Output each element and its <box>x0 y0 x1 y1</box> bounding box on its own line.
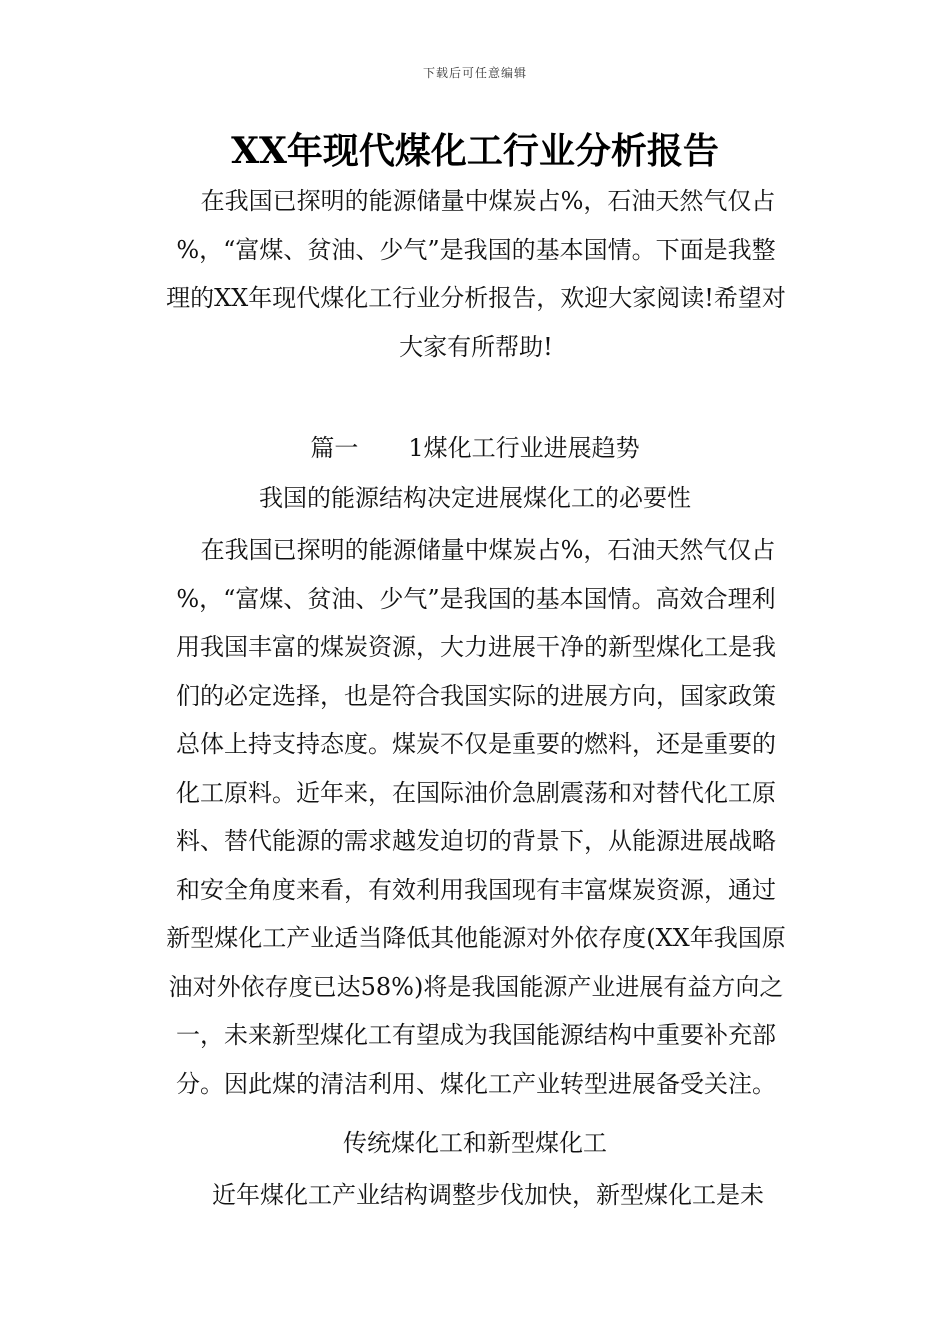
intro-paragraph <box>148 177 804 371</box>
chapter-heading <box>0 428 950 468</box>
chapter-label: 篇一 <box>310 434 359 462</box>
paragraph-line: 在我国已探明的能源储量中煤炭占%，石油天然气仅占 <box>176 536 776 564</box>
paragraph-line: 新型煤化工产业适当降低其他能源对外依存度(XX年我国原 <box>166 924 786 952</box>
paragraph-line: %，“富煤、贫油、少气”是我国的基本国情。高效合理利 <box>176 584 776 613</box>
section2-paragraph <box>148 1171 804 1220</box>
section-heading: 传统煤化工和新型煤化工 <box>343 1129 607 1157</box>
header-note: 下载后可任意编辑 <box>422 66 527 80</box>
paragraph-line: 理的XX年现代煤化工行业分析报告，欢迎大家阅读!希望对 <box>166 284 786 312</box>
section-heading: 我国的能源结构决定进展煤化工的必要性 <box>259 484 691 512</box>
document-title: XX年现代煤化工行业分析报告 <box>231 130 719 172</box>
paragraph-line: 料、替代能源的需求越发迫切的背景下，从能源进展战略 <box>176 827 776 855</box>
paragraph-line: 化工原料。近年来，在国际油价急剧震荡和对替代化工原 <box>176 778 776 807</box>
paragraph-line: 一，未来新型煤化工有望成为我国能源结构中重要补充部 <box>176 1021 776 1049</box>
paragraph-line: 分。因此煤的清洁利用、煤化工产业转型进展备受关注。 <box>176 1069 776 1098</box>
paragraph-line: 大家有所帮助! <box>399 332 553 361</box>
paragraph-line: %，“富煤、贫油、少气”是我国的基本国情。下面是我整 <box>176 235 776 264</box>
paragraph-line: 在我国已探明的能源储量中煤炭占%，石油天然气仅占 <box>176 187 776 215</box>
chapter-title: 1煤化工行业进展趋势 <box>408 434 640 462</box>
paragraph-line: 和安全角度来看，有效利用我国现有丰富煤炭资源，通过 <box>176 875 776 904</box>
section1-paragraph <box>148 526 804 1108</box>
paragraph-line: 们的必定选择，也是符合我国实际的进展方向，国家政策 <box>176 681 776 710</box>
paragraph-line: 用我国丰富的煤炭资源，大力进展干净的新型煤化工是我 <box>176 633 776 661</box>
paragraph-line: 总体上持支持态度。煤炭不仅是重要的燃料，还是重要的 <box>176 730 776 758</box>
paragraph-line: 油对外依存度已达58%)将是我国能源产业进展有益方向之 <box>168 972 784 1001</box>
paragraph-line: 近年煤化工产业结构调整步伐加快，新型煤化工是未 <box>188 1181 764 1209</box>
